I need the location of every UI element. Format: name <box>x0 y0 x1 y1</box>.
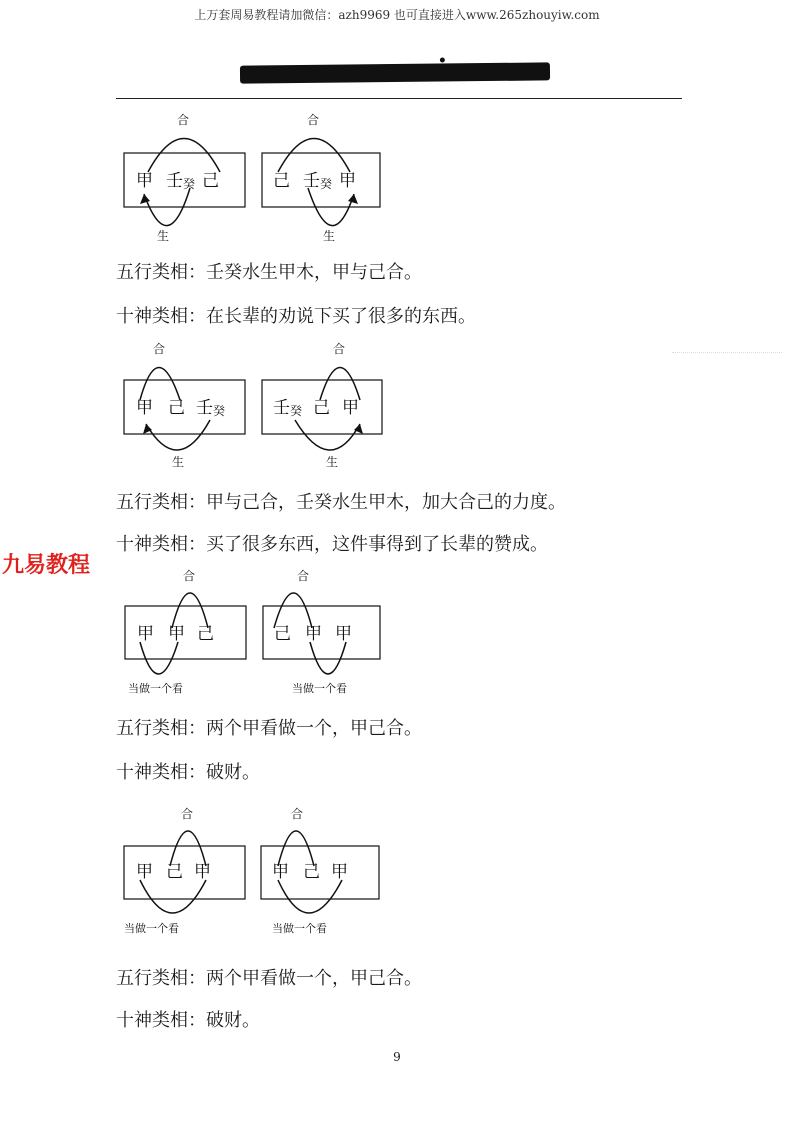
diagram-1 <box>110 110 400 249</box>
stem-char: 癸 <box>183 177 196 191</box>
stem-char: 己 <box>197 624 214 644</box>
scan-artifact <box>672 352 782 354</box>
bottom-label: 生 <box>172 455 185 469</box>
stem-char: 甲 <box>136 398 153 418</box>
paragraph-shishen-2: 十神类相：买了很多东西，这件事得到了长辈的赞成。 <box>116 534 548 555</box>
bottom-label: 生 <box>157 229 170 243</box>
stem-char: 己 <box>274 624 291 644</box>
header-rule <box>116 98 682 99</box>
bottom-label: 当做一个看 <box>292 682 347 695</box>
stem-char: 甲 <box>136 862 153 882</box>
stem-char: 己 <box>313 398 330 418</box>
top-label: 合 <box>177 113 190 127</box>
top-label: 合 <box>297 569 310 583</box>
stem-char: 甲 <box>194 862 211 882</box>
stem-char: 癸 <box>213 404 226 418</box>
stem-char: 癸 <box>290 404 303 418</box>
stem-char: 甲 <box>342 398 359 418</box>
top-label: 合 <box>291 807 304 821</box>
stem-char: 甲 <box>168 624 185 644</box>
stem-char: 己 <box>273 171 290 191</box>
stem-char: 己 <box>168 398 185 418</box>
page-number: 9 <box>393 1050 401 1064</box>
watermark-logo: 九易教程 <box>2 553 91 578</box>
top-label: 合 <box>183 569 196 583</box>
paragraph-wuxing-4: 五行类相：两个甲看做一个，甲己合。 <box>116 968 422 989</box>
top-label: 合 <box>181 807 194 821</box>
stem-char: 甲 <box>331 862 348 882</box>
stem-char: 甲 <box>335 624 352 644</box>
top-label: 合 <box>153 342 166 356</box>
top-label: 合 <box>333 342 346 356</box>
stem-char: 甲 <box>272 862 289 882</box>
stem-char: 甲 <box>136 171 153 191</box>
diagram-4 <box>110 806 400 945</box>
bottom-label: 当做一个看 <box>128 682 183 695</box>
top-label: 合 <box>307 113 320 127</box>
bottom-label: 当做一个看 <box>124 922 179 935</box>
stem-char: 壬 <box>196 398 213 418</box>
stem-char: 壬 <box>166 171 183 191</box>
diagram-3 <box>110 566 400 705</box>
bottom-label: 当做一个看 <box>272 922 327 935</box>
stem-char: 己 <box>202 171 219 191</box>
bottom-label: 生 <box>326 455 339 469</box>
paragraph-shishen-3: 十神类相：破财。 <box>116 762 260 783</box>
stem-char: 壬 <box>273 398 290 418</box>
redacted-title <box>240 62 550 83</box>
stem-char: 甲 <box>137 624 154 644</box>
paragraph-shishen-4: 十神类相：破财。 <box>116 1010 260 1031</box>
paragraph-shishen-1: 十神类相：在长辈的劝说下买了很多的东西。 <box>116 306 476 327</box>
paragraph-wuxing-1: 五行类相：壬癸水生甲木，甲与己合。 <box>116 262 422 283</box>
paragraph-wuxing-3: 五行类相：两个甲看做一个，甲己合。 <box>116 718 422 739</box>
stem-char: 甲 <box>305 624 322 644</box>
stem-char: 己 <box>303 862 320 882</box>
page-header: 上万套周易教程请加微信：azh9969 也可直接进入www.265zhouyiw.com <box>194 8 600 22</box>
stem-char: 己 <box>166 862 183 882</box>
stem-char: 壬 <box>303 171 320 191</box>
bottom-label: 生 <box>323 229 336 243</box>
diagram-2 <box>110 340 400 479</box>
paragraph-wuxing-2: 五行类相：甲与己合，壬癸水生甲木，加大合己的力度。 <box>116 492 566 513</box>
stem-char: 癸 <box>320 177 333 191</box>
stem-char: 甲 <box>339 171 356 191</box>
